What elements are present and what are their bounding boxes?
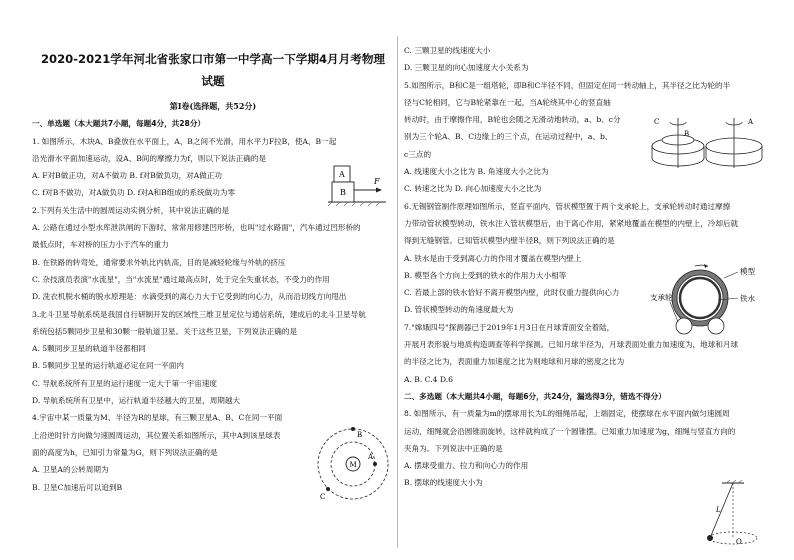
q-line: C. 导航系统所有卫星的运行速度一定大于第一宇宙速度	[32, 378, 218, 388]
q-line: 力带动管状模型转动，铁水注入管状模型后，由于离心作用，紧紧地覆盖在模型的内壁上，冷却后就	[404, 218, 739, 228]
satellite-c-label: C	[320, 493, 326, 501]
mold-label: 模型	[740, 267, 755, 276]
q-line: 1. 如图所示，木块A、B叠放在水平面上，A、B之间不光滑，用水平力F拉B，使A、B一起	[32, 136, 337, 146]
section-header-part1: 第Ⅰ卷(选择题，共52分)	[169, 101, 257, 111]
blocks-figure	[326, 160, 390, 206]
orbit-figure	[314, 425, 392, 503]
q-line: B. 在铁路的转弯处，通常要求外轨比内轨高，目的是减轻轮缘与外轨的挤压	[32, 257, 286, 267]
q-line: 2.下列有关生活中的圆周运动实例分析，其中说法正确的是	[32, 205, 230, 215]
q-line: A. 铁水是由于受到离心力的作用才覆盖在模型内壁上	[404, 253, 582, 263]
q-line: 8. 如图所示，有一质量为m的摆球用长为L的细绳吊起，上端固定，使摆球在水平面内做匀速圆周	[404, 409, 730, 419]
q-line: C. 杂技演员表演"水流星"，当"水流星"通过最高点时，处于完全失重状态，不受力的作用	[32, 274, 330, 284]
pulley-c-label: C	[654, 118, 660, 126]
q-line: C. 转速之比为 D. 向心加速度大小之比为	[404, 184, 542, 194]
q-line: C. f对B不做功，对A做负功 D. f对A和B组成的系统做功为零	[32, 188, 236, 198]
q-line: 沿光滑水平面加速运动，设A、B间的摩擦力为f，则以下说法正确的是	[32, 153, 267, 163]
page-title-line2: 试题	[201, 74, 225, 88]
q-line: 4.宇宙中某一质量为M、半径为R的星球，有三颗卫星A、B、C在同一平面	[32, 413, 283, 423]
q-line: A. F对B做正功，对A不做功 B. f对B做负功，对A做正功	[32, 171, 223, 181]
pulley-figure	[648, 112, 768, 174]
q-line: B. 5颗同步卫星的运行轨道必定在同一平面内	[32, 361, 184, 371]
q-line: 转动时，由于摩擦作用，B轮也会随之无滑动地转动，a、b、c分	[404, 115, 621, 125]
q-line: 系统包括5颗同步卫星和30颗一般轨道卫星。关于这些卫星，下列说法正确的是	[32, 326, 298, 336]
q-line: 径与C轮相同，它与B轮紧靠在一起，当A轮绕其中心的竖直轴	[404, 97, 611, 107]
q-line: 夹角为。下列说法中正确的是	[404, 443, 503, 453]
block-a-label: A	[339, 170, 345, 179]
q-line: 面的高度为h，已知引力常量为G，则下列说法正确的是	[32, 447, 218, 457]
q-line: 的半径之比为，表面重力加速度之比为则地球和月球的密度之比为	[404, 357, 625, 367]
pulley-b-label: B	[684, 130, 690, 138]
pipe-mold-figure	[650, 264, 770, 336]
q-line: A. 摆球受重力、拉力和向心力的作用	[404, 461, 529, 471]
q-line: B. 模型各个方向上受到的铁水的作用力大小相等	[404, 270, 567, 280]
pendulum-figure	[686, 480, 770, 548]
q-line: A. 公路在通过小型水库泄洪闸的下游时，常常用修建凹形桥，也叫"过水路面"，汽车通过凹形桥的	[32, 223, 361, 233]
column-divider	[397, 36, 398, 548]
section-title-single-choice: 一、单选题（本大题共7小题，每题4分，共28分）	[32, 119, 206, 129]
q-line: 得到无缝钢管。已知管状模型内壁半径R，则下列说法正确的是	[404, 236, 615, 246]
q-line: 别为三个轮A、B、C边缘上的三个点，在运动过程中，a、b、	[404, 132, 613, 142]
iron-label: 铁水	[740, 294, 755, 303]
q-line: D. 导航系统所有卫星中，运行轨道半径越大的卫星，周期越大	[32, 396, 241, 406]
q-line: A. 线速度大小之比为 B. 角速度大小之比为	[404, 167, 549, 177]
center-label: O	[736, 538, 742, 546]
support-wheel-label: 支承轮	[650, 293, 673, 302]
page-title-line1: 2020-2021学年河北省张家口市第一中学高一下学期4月月考物理	[40, 52, 386, 66]
q-line: A. 5颗同步卫星的轨道半径都相同	[32, 344, 146, 354]
q-line: 7."嫦娥四号"探测器已于2019年1月3日在月球背面安全着陆，	[404, 322, 615, 332]
planet-label: M	[349, 461, 357, 469]
q-line: B. 卫星C加速后可以追到B	[32, 482, 123, 492]
q-line: 5.如图所示，B和C是一组塔轮，即B和C半径不同，但固定在同一转动轴上，其半径之比为轮的半	[404, 80, 731, 90]
satellite-b-label: B	[357, 431, 363, 439]
pulley-a-label: A	[748, 118, 754, 126]
q-line: 运动，细绳就会沿圆锥面旋转，这样就构成了一个圆锥摆。已知重力加速度为g，细绳与竖直方向的	[404, 426, 736, 436]
q-line: 6.无锡钢管制作原理如图所示，竖直平面内，管状模型置于两个支承轮上，支承轮转动时通过摩擦	[404, 201, 731, 211]
q-line: c三点的	[404, 149, 432, 159]
section-title-multi-choice: 二、多选题（本大题共4小题，每题6分，共24分，漏选得3分，错选不得分）	[404, 391, 666, 401]
q-line: B. 摆球的线速度大小为	[404, 478, 483, 488]
q-line: D. 三颗卫星的向心加速度大小关系为	[404, 63, 529, 73]
q-line: A. B. C.4 D.6	[404, 374, 453, 384]
q-line: C. 若最上部的铁水恰好不离开模型内壁，此时仅重力提供向心力	[404, 288, 620, 298]
q-line: C. 三颗卫星的线速度大小	[404, 46, 491, 55]
satellite-a-label: A	[368, 453, 374, 461]
q-line: D. 管状模型转动的角速度最大为	[404, 305, 514, 315]
force-f-label: F	[374, 177, 380, 186]
q-line: 开展月表形貌与地质构造调查等科学探测。已知月球半径为，月球表面处重力加速度为，地球和月球	[404, 340, 739, 350]
q-line: 上沿逆时针方向做匀速圆周运动，其位置关系如图所示，其中A到该星球表	[32, 430, 281, 440]
q-line: D. 洗衣机脱水桶的脱水原理是：水滴受到的离心力大于它受到的向心力，从而沿切线方向甩出	[32, 292, 347, 302]
q-line: A. 卫星A的公转周期为	[32, 465, 109, 475]
length-label: L	[716, 506, 721, 514]
block-b-label: B	[340, 188, 346, 197]
q-line: 3.北斗卫星导航系统是我国自行研制开发的区域性三维卫星定位与通信系统，建成后的北斗卫星导航	[32, 309, 366, 319]
q-line: 最低点时，车对桥的压力小于汽车的重力	[32, 240, 169, 250]
